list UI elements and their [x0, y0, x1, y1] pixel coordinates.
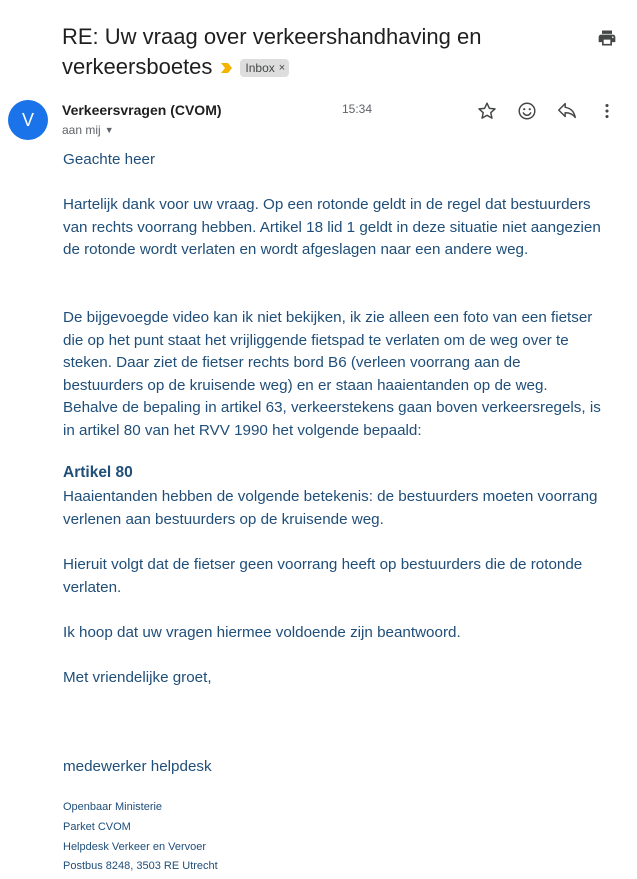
importance-marker-icon[interactable] [220, 62, 234, 74]
email-subject-row [62, 22, 492, 82]
signature-address: Postbus 8248, 3503 RE Utrecht [63, 860, 218, 872]
article-heading: Artikel 80 [63, 464, 133, 481]
email-closing: Met vriendelijke groet, [63, 669, 212, 686]
sender-name[interactable]: Verkeersvragen (CVOM) [62, 102, 222, 118]
print-icon[interactable] [597, 28, 617, 48]
reply-icon[interactable] [556, 100, 578, 122]
star-icon[interactable] [476, 100, 498, 122]
label-chip-text: Inbox [245, 60, 275, 75]
email-greeting: Geachte heer [63, 151, 156, 168]
emoji-icon[interactable] [516, 100, 538, 122]
more-vert-icon[interactable] [596, 100, 618, 122]
recipient-details-toggle[interactable] [62, 123, 114, 137]
signature-role: medewerker helpdesk [63, 758, 212, 775]
label-remove-button[interactable]: × [278, 61, 286, 74]
email-paragraph-4: Hieruit volgt dat de fietser geen voorrang heeft op bestuurders die de rotonde verlaten. [63, 556, 583, 596]
signature-organization: Openbaar Ministerie [63, 801, 163, 813]
chevron-down-icon: ▼ [104, 125, 114, 135]
signature-helpdesk: Helpdesk Verkeer en Vervoer [63, 841, 207, 853]
signature-department: Parket CVOM [63, 821, 131, 833]
sender-avatar[interactable]: V [8, 100, 48, 140]
email-paragraph-3: Haaientanden hebben de volgende betekenis: de bestuurders moeten voorrang verlenen aan bestuurders op de kruisende weg. [63, 488, 598, 528]
email-timestamp[interactable]: 15:34 [342, 102, 373, 116]
label-chip-inbox[interactable] [240, 59, 289, 77]
recipient-text: aan mij [62, 123, 101, 137]
email-paragraph-5: Ik hoop dat uw vragen hiermee voldoende zijn beantwoord. [63, 624, 461, 641]
email-paragraph-2: De bijgevoegde video kan ik niet bekijken, ik zie alleen een foto van een fietser die op het punt staat het vrijliggende fietspad te verlaten om de weg over te steken. Daar ziet de fietser rechts bord B6 (verleen voorrang aan de bestuurders op de kruisende weg) en er staan haaientanden op de weg. Behalve de bepaling in artikel 63, verkeerstekens gaan boven verkeersregels, is in artikel 80 van het RVV 1990 het volgende bepaald: [63, 309, 601, 439]
email-subject: RE: Uw vraag over verkeershandhaving en verkeersboetes [62, 24, 482, 79]
email-paragraph-1: Hartelijk dank voor uw vraag. Op een rotonde geldt in de regel dat bestuurders van rechts voorrang hebben. Artikel 18 lid 1 geldt in deze situatie niet aangezien de rotonde wordt verlaten en wordt afgeslagen naar een andere weg. [63, 196, 601, 258]
